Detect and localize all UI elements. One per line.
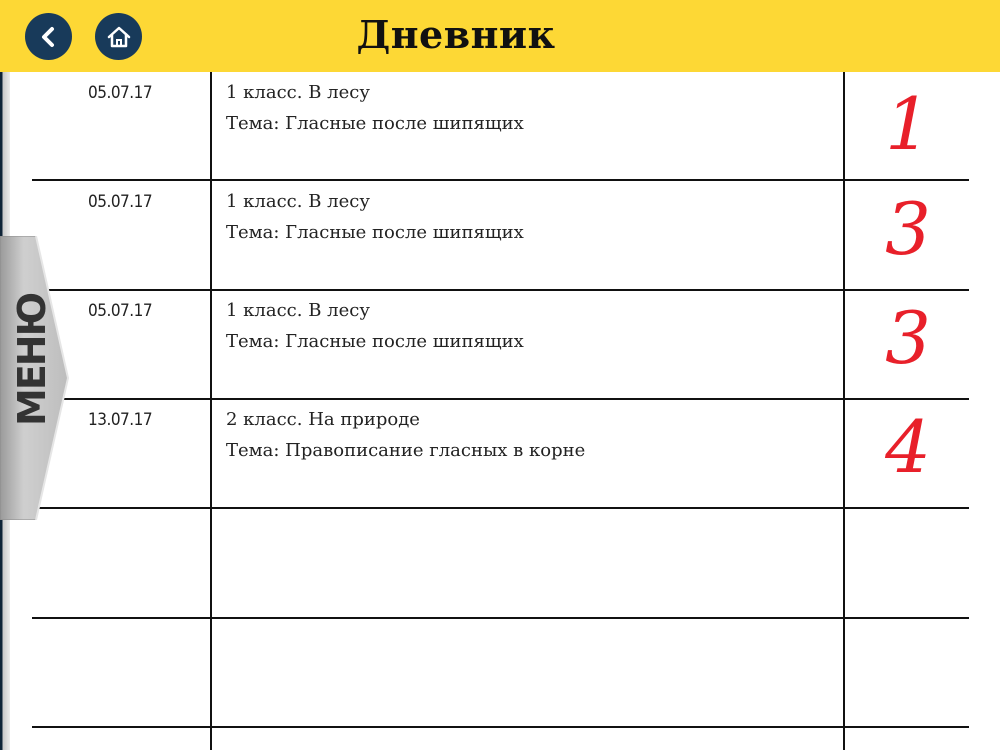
lesson-title: 1 класс. В лесу bbox=[226, 82, 370, 103]
page-title: Дневник bbox=[356, 12, 556, 57]
column-divider bbox=[843, 72, 845, 750]
row-lesson bbox=[226, 186, 524, 248]
lesson-topic: Тема: Гласные после шипящих bbox=[226, 331, 524, 352]
row-date: 05.07.17 bbox=[88, 301, 153, 321]
row-divider bbox=[32, 179, 969, 181]
row-lesson bbox=[226, 77, 524, 139]
row-grade: 3 bbox=[885, 296, 931, 380]
row-grade: 3 bbox=[885, 187, 931, 271]
lesson-title: 1 класс. В лесу bbox=[226, 300, 370, 321]
lesson-topic: Тема: Правописание гласных в корне bbox=[226, 440, 586, 461]
row-grade: 4 bbox=[885, 405, 931, 489]
row-divider bbox=[32, 726, 969, 728]
row-date: 05.07.17 bbox=[88, 192, 153, 212]
menu-tab[interactable] bbox=[0, 236, 72, 520]
row-date: 05.07.17 bbox=[88, 83, 153, 103]
lesson-topic: Тема: Гласные после шипящих bbox=[226, 222, 524, 243]
column-divider bbox=[210, 72, 212, 750]
row-divider bbox=[32, 507, 969, 509]
diary-table bbox=[0, 72, 1000, 750]
row-date: 13.07.17 bbox=[88, 410, 153, 430]
row-divider bbox=[32, 617, 969, 619]
row-divider bbox=[32, 289, 969, 291]
row-lesson bbox=[226, 404, 585, 466]
lesson-title: 1 класс. В лесу bbox=[226, 191, 370, 212]
row-grade: 1 bbox=[885, 82, 931, 166]
header-bar bbox=[0, 0, 1000, 72]
lesson-title: 2 класс. На природе bbox=[226, 409, 420, 430]
row-divider bbox=[32, 398, 969, 400]
lesson-topic: Тема: Гласные после шипящих bbox=[226, 113, 524, 134]
menu-label: МЕНЮ bbox=[10, 293, 54, 426]
row-lesson bbox=[226, 295, 524, 357]
